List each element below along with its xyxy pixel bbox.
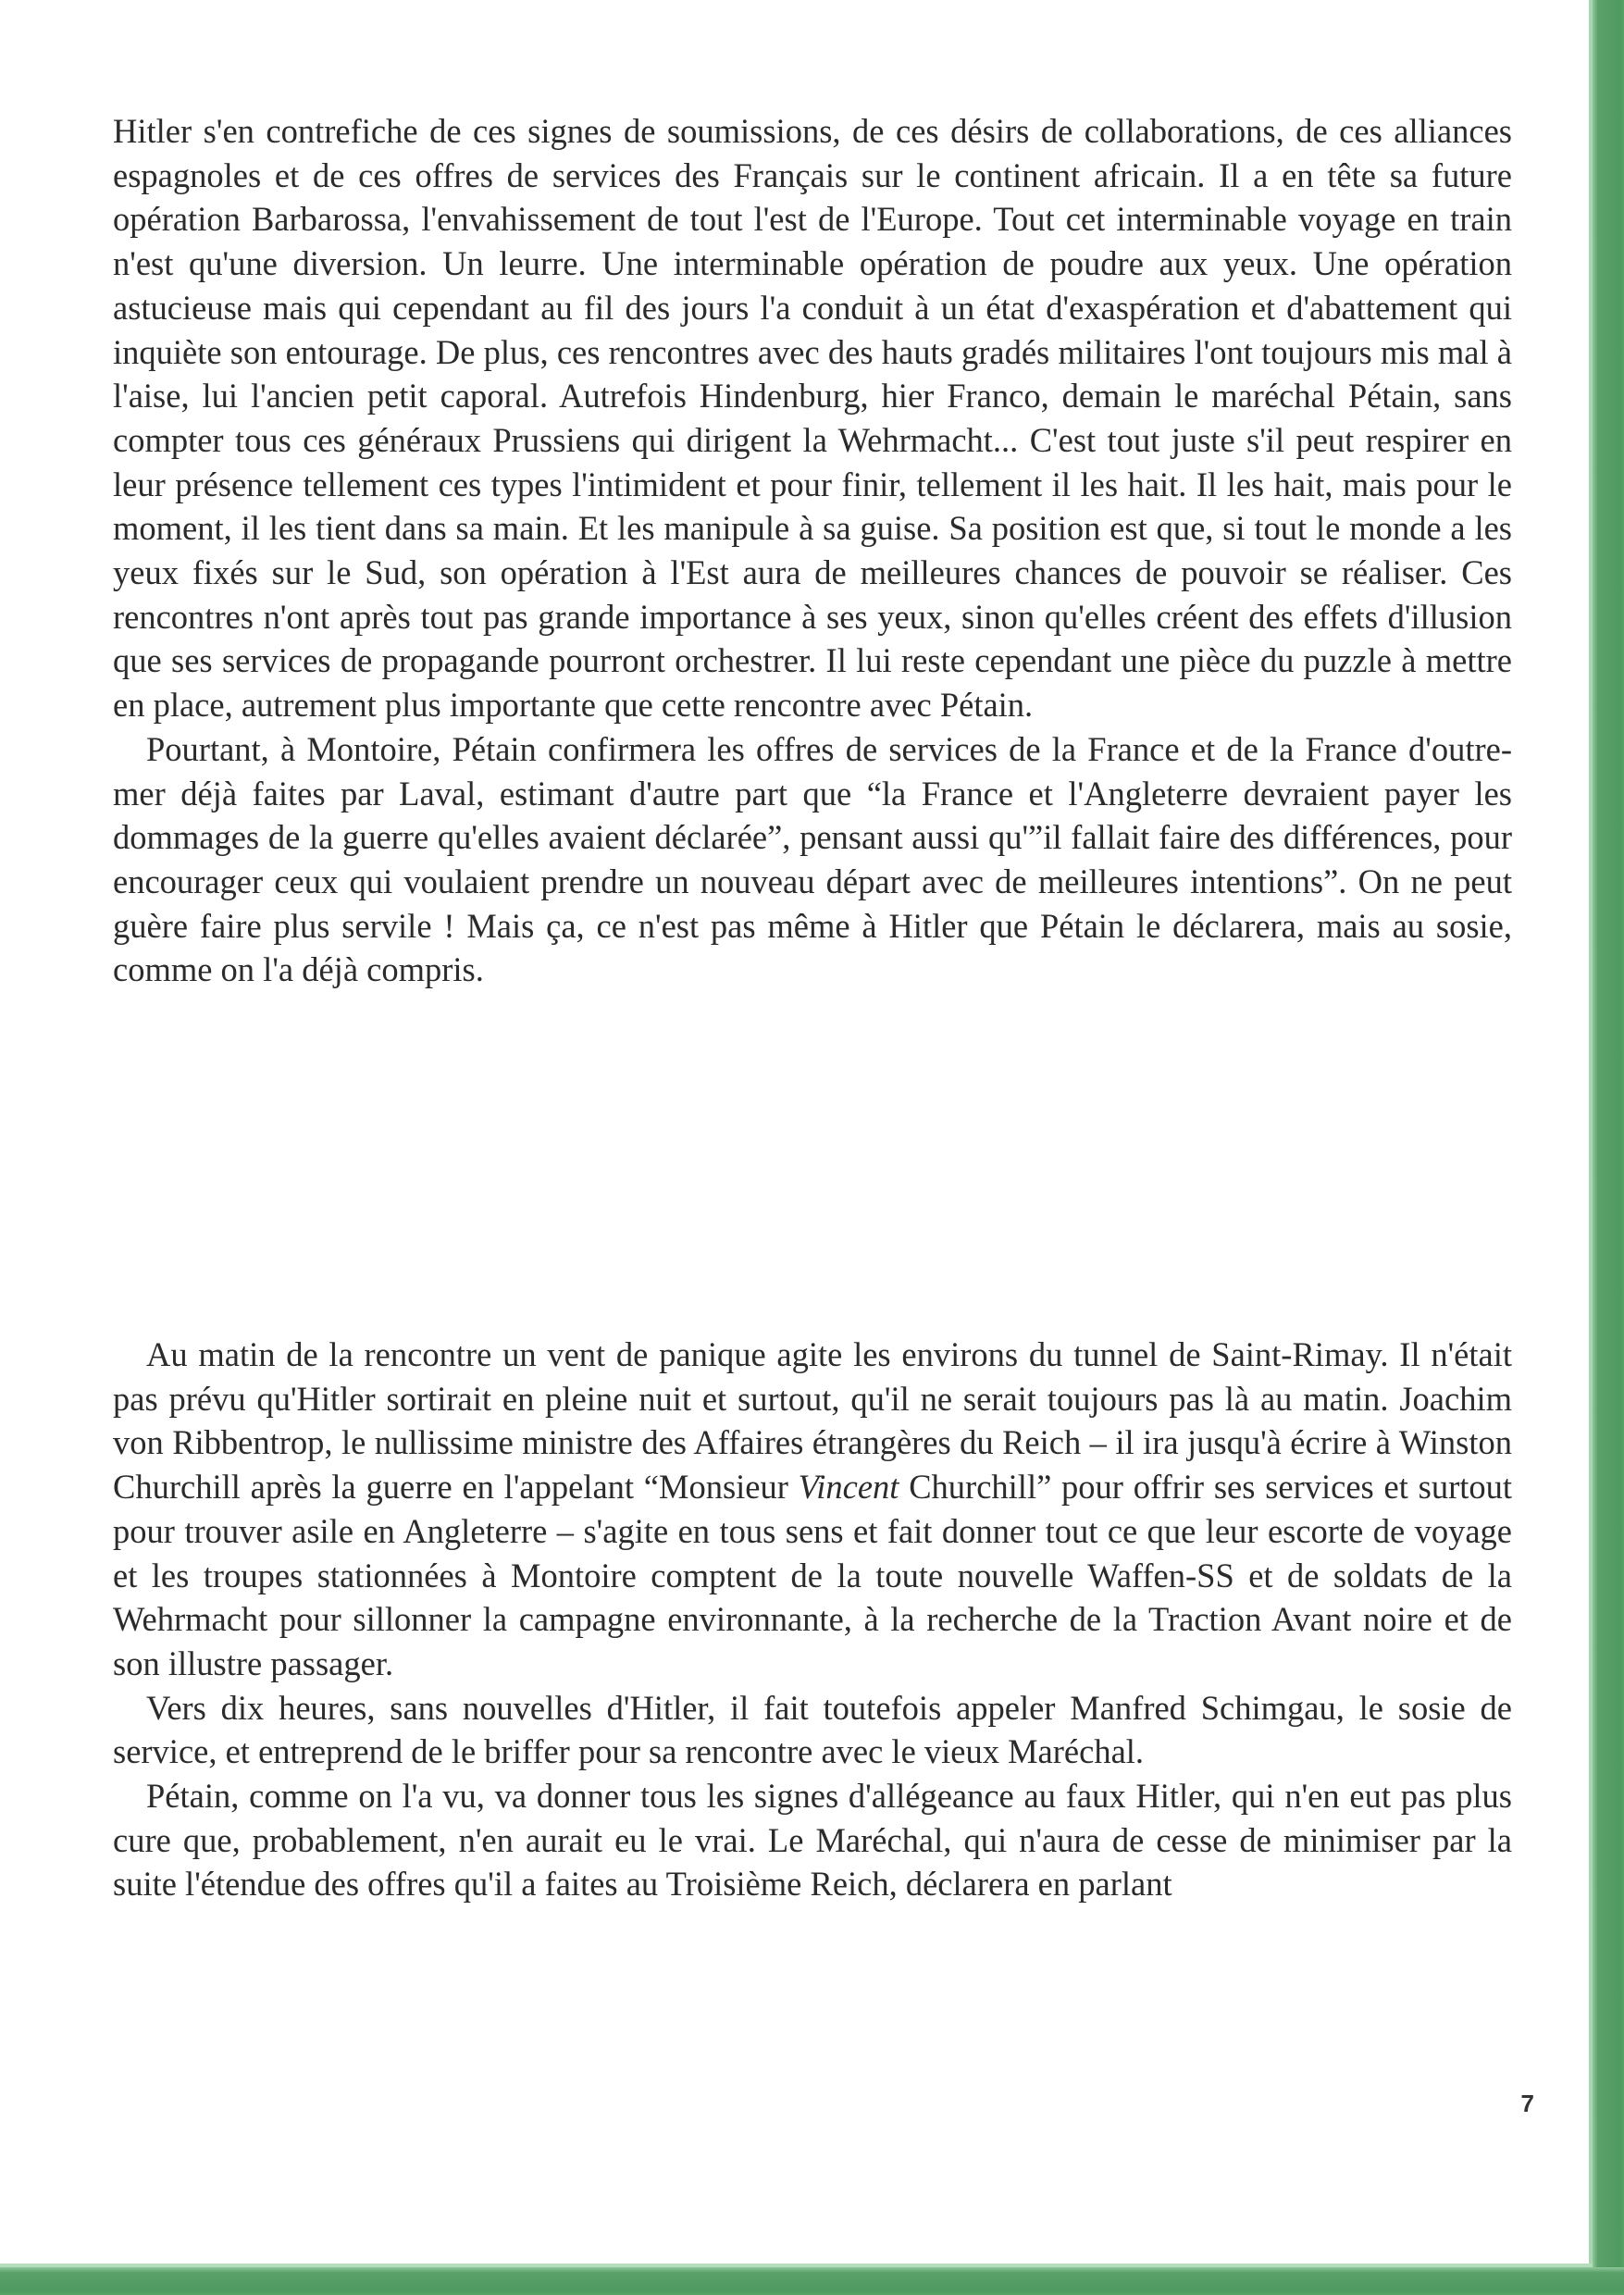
- paragraph-3-part-a: Au matin de la rencontre un vent de panique agite les environs du tunnel de Saint-Rimay. Il n'était pas prévu qu'Hitler sortirait en pleine nuit et surtout, qu'il ne serait toujours pas là au matin. Joachim von Ribbentrop, le nullissime ministre des Affaires étrangères du Reich – il ira jusqu'à écrire à Winston Churchill après la guerre en l'appelant “Monsieur: [113, 1335, 1512, 1507]
- page-border-bottom: [0, 2267, 1624, 2295]
- page-border-right: [1593, 0, 1624, 2295]
- paragraph-4: Vers dix heures, sans nouvelles d'Hitler, il fait toutefois appeler Manfred Schimgau, le sosie de service, et entreprend de le briffer pour sa rencontre avec le vieux Maréchal.: [113, 1688, 1512, 1771]
- text-section-1: [113, 109, 1512, 992]
- paragraph-3-italic: Vincent: [798, 1468, 899, 1507]
- paragraph-3: [113, 1333, 1512, 1686]
- paragraph-1: Hitler s'en contrefiche de ces signes de soumissions, de ces désirs de collaborations, de ces alliances espagnoles et de ces offres de services des Français sur le continent africain. Il a en tête sa future opération Barbarossa, l'envahissement de tout l'est de l'Europe. Tout cet interminable voyage en train n'est qu'une diversion. Un leurre. Une interminable opération de poudre aux yeux. Une opération astucieuse mais qui cependant au fil des jours l'a conduit à un état d'exaspération et d'abattement qui inquiète son entourage. De plus, ces rencontres avec des hauts gradés militaires l'ont toujours mis mal à l'aise, lui l'ancien petit caporal. Autrefois Hindenburg, hier Franco, demain le maréchal Pétain, sans compter tous ces généraux Prussiens qui dirigent la Wehrmacht... C'est tout juste s'il peut respirer en leur présence tellement ces types l'intimident et pour finir, tellement il les hait. Il les hait, mais pour le moment, il les tient dans sa main. Et les manipule à sa guise. Sa position est que, si tout le monde a les yeux fixés sur le Sud, son opération à l'Est aura de meilleures chances de pouvoir se réaliser. Ces rencontres n'ont après tout pas grande importance à ses yeux, sinon qu'elles créent des effets d'illusion que ses services de propagande pourront orchestrer. Il lui reste cependant une pièce du puzzle à mettre en place, autrement plus importante que cette rencontre avec Pétain.: [113, 112, 1512, 725]
- paragraph-5: Pétain, comme on l'a vu, va donner tous les signes d'allégeance au faux Hitler, qui n'en eut pas plus cure que, probablement, n'en aurait eu le vrai. Le Maréchal, qui n'aura de cesse de minimiser par la suite l'étendue des offres qu'il a faites au Troisième Reich, déclarera en parlant: [113, 1777, 1512, 1904]
- paragraph-3-part-b: Churchill” pour offrir ses services et surtout pour trouver asile en Angleterre – s'agite en tous sens et fait donner tout ce que leur escorte de voyage et les troupes stationnées à Montoire comptent de la toute nouvelle Waffen-SS et de soldats de la Wehrmacht pour sillonner la campagne environnante, à la recherche de la Traction Avant noire et de son illustre passager.: [113, 1468, 1512, 1682]
- text-section-2: [113, 1333, 1512, 1906]
- paragraph-2: Pourtant, à Montoire, Pétain confirmera les offres de services de la France et de la France d'outre-mer déjà faites par Laval, estimant d'autre part que “la France et l'Angleterre devraient payer les dommages de la guerre qu'elles avaient déclarée”, pensant aussi qu'”il fallait faire des différences, pour encourager ceux qui voulaient prendre un nouveau départ avec de meilleures intentions”. On ne peut guère faire plus servile ! Mais ça, ce n'est pas même à Hitler que Pétain le déclarera, mais au sosie, comme on l'a déjà compris.: [113, 729, 1512, 989]
- page-number: 7: [1520, 2090, 1534, 2117]
